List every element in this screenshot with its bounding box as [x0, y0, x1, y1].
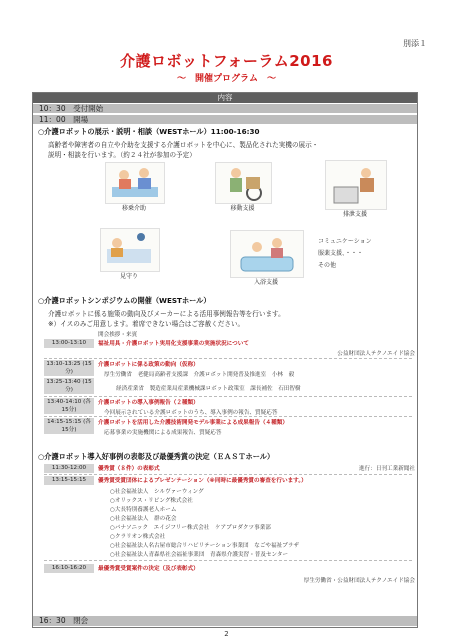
mobility-support-illustration: [215, 162, 272, 204]
row-detail-4: 今回展示されている介護ロボットのうち、導入事例の報告、質疑応答: [104, 410, 278, 416]
row-title-2: 介護ロボットに係る政策の動向（仮称）: [98, 362, 199, 368]
row-detail-1: 公益財団法人テクノエイド協会: [337, 351, 415, 357]
award-title-3: 最優秀賞受賞案件の決定（及び表彰式）: [98, 566, 199, 572]
org-item: ○社会福祉法人 群の花会: [110, 516, 177, 522]
excretion-support-illustration: [325, 160, 387, 210]
monitoring-illustration: [100, 228, 160, 272]
symposium-row-opening: 開会挨拶・来賓: [98, 332, 138, 338]
symposium-desc-2: ※）イスのみご用意します。着席できない場合はご容赦ください。: [48, 320, 245, 328]
caption-bathing: 入浴支援: [253, 279, 278, 286]
org-item: ○社会福祉法人青森県社会福祉事業団 青森県介護実習・普及センター: [110, 552, 289, 558]
caption-transfer: 移乗介助: [121, 205, 146, 212]
award-title-2: 優秀賞受賞団体によるプレゼンテーション（※同時に最優秀賞の審査を行います。）: [98, 478, 307, 484]
exhibit-desc-1: 高齢者や障害者の自立や介助を支援する介護ロボットを中心に、製品化された実機の展示・: [48, 141, 319, 149]
row-time-1: 13:00-13:10: [44, 339, 94, 348]
org-item: ○パナソニック エイジフリー株式会社 ケアプロダクツ事業部: [110, 525, 271, 531]
row-divider: [44, 560, 412, 561]
caption-excretion: 排泄支援: [342, 211, 367, 218]
award-time-1: 11:30-12:00: [44, 464, 94, 473]
time-1030: 10：30 受付開始: [33, 104, 417, 113]
page-number: 2: [224, 630, 229, 638]
award-right-3: 厚生労働省・公益財団法人テクノエイド協会: [303, 578, 415, 584]
award-right-1: 進行：日刊工業新聞社: [359, 466, 415, 472]
row-divider: [44, 396, 412, 397]
org-item: ○社会福祉法人名古屋市総合リハビリテーション事業団 なごや福祉プラザ: [110, 543, 299, 549]
category-other: その他: [318, 262, 337, 269]
row-time-5: 14:15-15:15 (各15分): [44, 418, 94, 434]
row-title-5: 介護ロボットを活用した介護技術開発モデル事業による成果報告（４種類）: [98, 420, 288, 426]
symposium-heading: ○介護ロボットシンポジウムの開催（WESTホール）: [38, 296, 211, 305]
row-detail-3: 経済産業省 製造産業局産業機械課ロボット政策室 課長補佐 石田智樹: [116, 386, 301, 392]
row-divider: [44, 416, 412, 417]
symposium-desc-1: 介護ロボットに係る施策の動向及びメーカーによる活用事例報告等を行います。: [48, 310, 285, 318]
row-divider: [44, 358, 412, 359]
award-time-3: 16:10-16:20: [44, 564, 94, 573]
time-1100: 11：00 開場: [33, 115, 417, 124]
row-time-4: 13:40-14:10 (各15分): [44, 398, 94, 414]
row-detail-2: 厚生労働省 老健局高齢者支援課 介護ロボット開発普及推進室 小林 毅: [104, 372, 295, 378]
exhibit-heading: ○介護ロボットの展示・説明・相談（WESTホール）11:00-16:30: [38, 127, 260, 136]
award-time-2: 13:15-15:15: [44, 476, 94, 485]
caption-mobility: 移動支援: [230, 205, 255, 212]
caption-monitoring: 見守り: [119, 273, 138, 280]
page-title: 介護ロボットフォーラム2016: [120, 52, 333, 70]
bathing-support-illustration: [230, 230, 304, 278]
row-time-2: 13:10-13:25 (15分): [44, 360, 94, 376]
category-medication: 服薬支援、・・・: [318, 250, 364, 257]
org-item: ○社会福祉法人 シルヴァーウィング: [110, 489, 204, 495]
row-title-4: 介護ロボットの導入事例報告（２種類）: [98, 400, 199, 406]
row-divider: [44, 474, 412, 475]
page-subtitle: ～ 開催プログラム ～: [177, 74, 276, 84]
table-header: 内容: [33, 93, 417, 103]
exhibit-desc-2: 説明・相談を行います。（約２４社が参加の予定）: [48, 151, 196, 159]
row-detail-5: 応募事業の実施機関による成果報告、質疑応答: [104, 430, 222, 436]
org-item: ○オリックス・リビング株式会社: [110, 498, 193, 504]
org-item: ○クラリオン株式会社: [110, 534, 166, 540]
award-title-1: 優秀賞（８件）の表彰式: [98, 466, 160, 472]
org-item: ○大長特別養護老人ホーム: [110, 507, 177, 513]
row-title-1: 福祉用具・介護ロボット実用化支援事業の実施状況について: [98, 341, 249, 347]
attachment-label: 別添１: [403, 39, 427, 48]
award-heading: ○介護ロボット導入好事例の表彰及び最優秀賞の決定（ＥＡＳＴホール）: [38, 452, 275, 461]
category-communication: コミュニケーション: [318, 238, 372, 245]
time-1630: 16：30 閉会: [33, 616, 417, 626]
row-time-3: 13:25-13:40 (15分): [44, 378, 94, 394]
transfer-assist-illustration: [105, 162, 165, 204]
